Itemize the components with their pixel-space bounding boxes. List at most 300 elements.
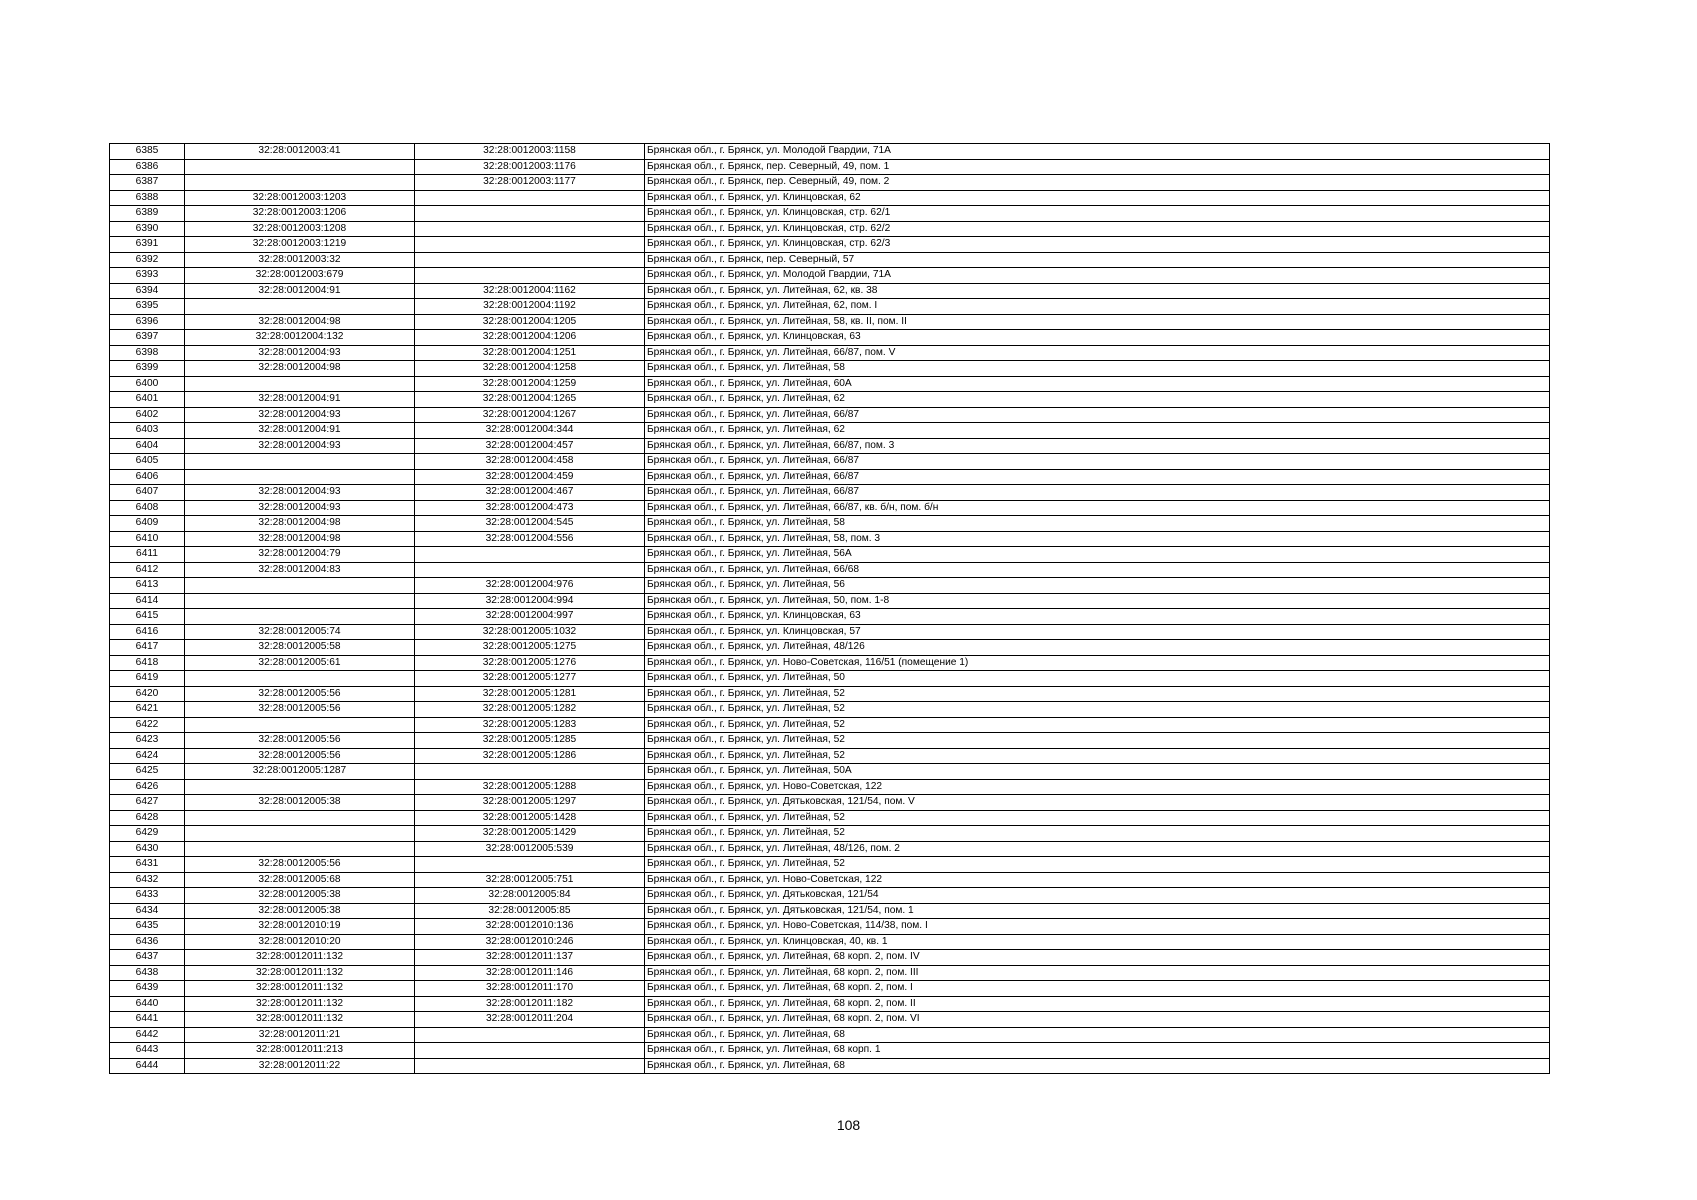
row-number-cell: 6400 bbox=[110, 376, 185, 392]
row-number-cell: 6441 bbox=[110, 1012, 185, 1028]
table-row bbox=[110, 469, 1550, 485]
table-row bbox=[110, 1027, 1550, 1043]
row-number-cell: 6430 bbox=[110, 841, 185, 857]
row-number-cell: 6389 bbox=[110, 206, 185, 222]
object-number-cell: 32:28:0012005:1277 bbox=[415, 671, 645, 687]
table-row bbox=[110, 144, 1550, 160]
parcel-number-cell bbox=[185, 175, 415, 191]
address-cell: Брянская обл., г. Брянск, ул. Литейная, 62 bbox=[645, 392, 1550, 408]
parcel-number-cell bbox=[185, 826, 415, 842]
address-cell: Брянская обл., г. Брянск, ул. Литейная, 60А bbox=[645, 376, 1550, 392]
address-cell: Брянская обл., г. Брянск, ул. Ново-Советская, 116/51 (помещение 1) bbox=[645, 655, 1550, 671]
table-row bbox=[110, 919, 1550, 935]
address-cell: Брянская обл., г. Брянск, ул. Литейная, 66/87, пом. 3 bbox=[645, 438, 1550, 454]
parcel-number-cell: 32:28:0012003:1208 bbox=[185, 221, 415, 237]
parcel-number-cell: 32:28:0012004:93 bbox=[185, 438, 415, 454]
object-number-cell: 32:28:0012004:1259 bbox=[415, 376, 645, 392]
table-row bbox=[110, 624, 1550, 640]
row-number-cell: 6402 bbox=[110, 407, 185, 423]
parcel-number-cell bbox=[185, 469, 415, 485]
row-number-cell: 6393 bbox=[110, 268, 185, 284]
object-number-cell bbox=[415, 1058, 645, 1074]
table-row bbox=[110, 376, 1550, 392]
table-row bbox=[110, 438, 1550, 454]
table-row bbox=[110, 578, 1550, 594]
row-number-cell: 6420 bbox=[110, 686, 185, 702]
table-row bbox=[110, 190, 1550, 206]
address-cell: Брянская обл., г. Брянск, ул. Литейная, 68 корп. 2, пом. VI bbox=[645, 1012, 1550, 1028]
address-cell: Брянская обл., г. Брянск, ул. Литейная, 56А bbox=[645, 547, 1550, 563]
table-row bbox=[110, 345, 1550, 361]
table-row bbox=[110, 593, 1550, 609]
parcel-number-cell: 32:28:0012011:132 bbox=[185, 981, 415, 997]
address-cell: Брянская обл., г. Брянск, пер. Северный, 49, пом. 2 bbox=[645, 175, 1550, 191]
address-cell: Брянская обл., г. Брянск, ул. Литейная, 50 bbox=[645, 671, 1550, 687]
table-row bbox=[110, 996, 1550, 1012]
table-row bbox=[110, 655, 1550, 671]
parcel-number-cell bbox=[185, 609, 415, 625]
object-number-cell: 32:28:0012003:1177 bbox=[415, 175, 645, 191]
row-number-cell: 6391 bbox=[110, 237, 185, 253]
parcel-number-cell: 32:28:0012004:91 bbox=[185, 283, 415, 299]
row-number-cell: 6428 bbox=[110, 810, 185, 826]
address-cell: Брянская обл., г. Брянск, ул. Литейная, 56 bbox=[645, 578, 1550, 594]
parcel-number-cell: 32:28:0012011:21 bbox=[185, 1027, 415, 1043]
address-cell: Брянская обл., г. Брянск, ул. Дятьковская, 121/54, пом. V bbox=[645, 795, 1550, 811]
row-number-cell: 6387 bbox=[110, 175, 185, 191]
address-cell: Брянская обл., г. Брянск, ул. Литейная, 52 bbox=[645, 810, 1550, 826]
row-number-cell: 6435 bbox=[110, 919, 185, 935]
parcel-number-cell bbox=[185, 810, 415, 826]
row-number-cell: 6411 bbox=[110, 547, 185, 563]
row-number-cell: 6444 bbox=[110, 1058, 185, 1074]
object-number-cell: 32:28:0012005:1428 bbox=[415, 810, 645, 826]
table-row bbox=[110, 500, 1550, 516]
parcel-number-cell bbox=[185, 779, 415, 795]
address-cell: Брянская обл., г. Брянск, ул. Литейная, 58, кв. II, пом. II bbox=[645, 314, 1550, 330]
object-number-cell bbox=[415, 547, 645, 563]
row-number-cell: 6425 bbox=[110, 764, 185, 780]
object-number-cell bbox=[415, 1043, 645, 1059]
parcel-number-cell: 32:28:0012003:1203 bbox=[185, 190, 415, 206]
object-number-cell: 32:28:0012003:1158 bbox=[415, 144, 645, 160]
object-number-cell bbox=[415, 206, 645, 222]
parcel-number-cell: 32:28:0012003:41 bbox=[185, 144, 415, 160]
parcel-number-cell bbox=[185, 454, 415, 470]
row-number-cell: 6432 bbox=[110, 872, 185, 888]
object-number-cell bbox=[415, 764, 645, 780]
parcel-number-cell: 32:28:0012003:679 bbox=[185, 268, 415, 284]
parcel-number-cell bbox=[185, 717, 415, 733]
parcel-number-cell: 32:28:0012004:91 bbox=[185, 392, 415, 408]
parcel-number-cell: 32:28:0012004:93 bbox=[185, 407, 415, 423]
object-number-cell: 32:28:0012004:1258 bbox=[415, 361, 645, 377]
object-number-cell: 32:28:0012011:137 bbox=[415, 950, 645, 966]
row-number-cell: 6410 bbox=[110, 531, 185, 547]
object-number-cell: 32:28:0012005:84 bbox=[415, 888, 645, 904]
table-row bbox=[110, 454, 1550, 470]
address-cell: Брянская обл., г. Брянск, ул. Литейная, 50А bbox=[645, 764, 1550, 780]
table-row bbox=[110, 686, 1550, 702]
table-row bbox=[110, 299, 1550, 315]
parcel-number-cell: 32:28:0012004:91 bbox=[185, 423, 415, 439]
table-row bbox=[110, 330, 1550, 346]
object-number-cell: 32:28:0012004:458 bbox=[415, 454, 645, 470]
address-cell: Брянская обл., г. Брянск, ул. Клинцовская, 63 bbox=[645, 330, 1550, 346]
row-number-cell: 6385 bbox=[110, 144, 185, 160]
parcel-number-cell: 32:28:0012005:58 bbox=[185, 640, 415, 656]
object-number-cell: 32:28:0012004:1192 bbox=[415, 299, 645, 315]
page-number: 108 bbox=[836, 1117, 861, 1133]
address-cell: Брянская обл., г. Брянск, ул. Литейная, 58 bbox=[645, 361, 1550, 377]
object-number-cell: 32:28:0012005:1282 bbox=[415, 702, 645, 718]
address-cell: Брянская обл., г. Брянск, ул. Ново-Советская, 114/38, пом. I bbox=[645, 919, 1550, 935]
object-number-cell bbox=[415, 562, 645, 578]
table-row bbox=[110, 733, 1550, 749]
table-row bbox=[110, 392, 1550, 408]
address-cell: Брянская обл., г. Брянск, ул. Литейная, 62 bbox=[645, 423, 1550, 439]
parcel-number-cell: 32:28:0012010:19 bbox=[185, 919, 415, 935]
row-number-cell: 6438 bbox=[110, 965, 185, 981]
table-row bbox=[110, 206, 1550, 222]
object-number-cell: 32:28:0012005:539 bbox=[415, 841, 645, 857]
address-cell: Брянская обл., г. Брянск, ул. Литейная, 68 корп. 2, пом. IV bbox=[645, 950, 1550, 966]
object-number-cell: 32:28:0012011:182 bbox=[415, 996, 645, 1012]
row-number-cell: 6442 bbox=[110, 1027, 185, 1043]
parcel-number-cell: 32:28:0012005:56 bbox=[185, 733, 415, 749]
table-row bbox=[110, 764, 1550, 780]
parcel-number-cell: 32:28:0012005:56 bbox=[185, 857, 415, 873]
row-number-cell: 6408 bbox=[110, 500, 185, 516]
table-row bbox=[110, 841, 1550, 857]
row-number-cell: 6443 bbox=[110, 1043, 185, 1059]
object-number-cell: 32:28:0012004:1205 bbox=[415, 314, 645, 330]
address-cell: Брянская обл., г. Брянск, ул. Клинцовская, 57 bbox=[645, 624, 1550, 640]
parcel-number-cell: 32:28:0012004:79 bbox=[185, 547, 415, 563]
address-cell: Брянская обл., г. Брянск, пер. Северный, 57 bbox=[645, 252, 1550, 268]
address-cell: Брянская обл., г. Брянск, ул. Литейная, 68 bbox=[645, 1027, 1550, 1043]
row-number-cell: 6418 bbox=[110, 655, 185, 671]
table-row bbox=[110, 934, 1550, 950]
row-number-cell: 6396 bbox=[110, 314, 185, 330]
address-cell: Брянская обл., г. Брянск, ул. Литейная, 66/68 bbox=[645, 562, 1550, 578]
address-cell: Брянская обл., г. Брянск, ул. Литейная, 52 bbox=[645, 686, 1550, 702]
object-number-cell: 32:28:0012004:467 bbox=[415, 485, 645, 501]
address-cell: Брянская обл., г. Брянск, ул. Литейная, 62, пом. I bbox=[645, 299, 1550, 315]
parcel-number-cell: 32:28:0012011:22 bbox=[185, 1058, 415, 1074]
object-number-cell: 32:28:0012004:1206 bbox=[415, 330, 645, 346]
address-cell: Брянская обл., г. Брянск, ул. Литейная, 66/87 bbox=[645, 407, 1550, 423]
parcel-number-cell: 32:28:0012005:56 bbox=[185, 702, 415, 718]
parcel-number-cell: 32:28:0012011:213 bbox=[185, 1043, 415, 1059]
row-number-cell: 6422 bbox=[110, 717, 185, 733]
object-number-cell bbox=[415, 857, 645, 873]
parcel-number-cell: 32:28:0012004:93 bbox=[185, 345, 415, 361]
address-cell: Брянская обл., г. Брянск, ул. Литейная, 62, кв. 38 bbox=[645, 283, 1550, 299]
parcel-number-cell: 32:28:0012011:132 bbox=[185, 996, 415, 1012]
object-number-cell: 32:28:0012004:994 bbox=[415, 593, 645, 609]
table-row bbox=[110, 872, 1550, 888]
address-cell: Брянская обл., г. Брянск, ул. Дятьковская, 121/54 bbox=[645, 888, 1550, 904]
parcel-number-cell: 32:28:0012005:61 bbox=[185, 655, 415, 671]
parcel-number-cell: 32:28:0012005:38 bbox=[185, 903, 415, 919]
parcel-number-cell: 32:28:0012011:132 bbox=[185, 1012, 415, 1028]
table-body bbox=[110, 144, 1550, 1074]
row-number-cell: 6406 bbox=[110, 469, 185, 485]
table-row bbox=[110, 981, 1550, 997]
object-number-cell: 32:28:0012004:1265 bbox=[415, 392, 645, 408]
row-number-cell: 6386 bbox=[110, 159, 185, 175]
address-cell: Брянская обл., г. Брянск, ул. Клинцовская, 62 bbox=[645, 190, 1550, 206]
address-cell: Брянская обл., г. Брянск, ул. Литейная, 66/87 bbox=[645, 469, 1550, 485]
address-cell: Брянская обл., г. Брянск, ул. Клинцовская, стр. 62/1 bbox=[645, 206, 1550, 222]
object-number-cell: 32:28:0012004:473 bbox=[415, 500, 645, 516]
table-row bbox=[110, 640, 1550, 656]
table-row bbox=[110, 314, 1550, 330]
parcel-number-cell: 32:28:0012005:68 bbox=[185, 872, 415, 888]
table-row bbox=[110, 485, 1550, 501]
row-number-cell: 6434 bbox=[110, 903, 185, 919]
row-number-cell: 6395 bbox=[110, 299, 185, 315]
row-number-cell: 6403 bbox=[110, 423, 185, 439]
parcel-number-cell: 32:28:0012004:98 bbox=[185, 361, 415, 377]
table-row bbox=[110, 407, 1550, 423]
parcel-number-cell: 32:28:0012011:132 bbox=[185, 965, 415, 981]
address-cell: Брянская обл., г. Брянск, ул. Литейная, 66/87 bbox=[645, 454, 1550, 470]
address-cell: Брянская обл., г. Брянск, ул. Литейная, 52 bbox=[645, 733, 1550, 749]
table-row bbox=[110, 175, 1550, 191]
object-number-cell: 32:28:0012005:1281 bbox=[415, 686, 645, 702]
object-number-cell: 32:28:0012010:246 bbox=[415, 934, 645, 950]
address-cell: Брянская обл., г. Брянск, ул. Молодой Гвардии, 71А bbox=[645, 268, 1550, 284]
table-row bbox=[110, 965, 1550, 981]
row-number-cell: 6407 bbox=[110, 485, 185, 501]
table-row bbox=[110, 159, 1550, 175]
row-number-cell: 6390 bbox=[110, 221, 185, 237]
table-row bbox=[110, 826, 1550, 842]
table-row bbox=[110, 748, 1550, 764]
object-number-cell: 32:28:0012005:1276 bbox=[415, 655, 645, 671]
object-number-cell: 32:28:0012004:1251 bbox=[415, 345, 645, 361]
object-number-cell: 32:28:0012011:146 bbox=[415, 965, 645, 981]
parcel-number-cell: 32:28:0012010:20 bbox=[185, 934, 415, 950]
address-cell: Брянская обл., г. Брянск, ул. Литейная, 52 bbox=[645, 717, 1550, 733]
table-row bbox=[110, 361, 1550, 377]
address-cell: Брянская обл., г. Брянск, ул. Литейная, 68 корп. 2, пом. I bbox=[645, 981, 1550, 997]
parcel-number-cell bbox=[185, 376, 415, 392]
address-cell: Брянская обл., г. Брянск, пер. Северный, 49, пом. 1 bbox=[645, 159, 1550, 175]
row-number-cell: 6423 bbox=[110, 733, 185, 749]
row-number-cell: 6436 bbox=[110, 934, 185, 950]
object-number-cell: 32:28:0012004:997 bbox=[415, 609, 645, 625]
address-cell: Брянская обл., г. Брянск, ул. Молодой Гвардии, 71А bbox=[645, 144, 1550, 160]
address-cell: Брянская обл., г. Брянск, ул. Литейная, 52 bbox=[645, 748, 1550, 764]
cadastral-table bbox=[109, 143, 1550, 1074]
object-number-cell: 32:28:0012004:457 bbox=[415, 438, 645, 454]
address-cell: Брянская обл., г. Брянск, ул. Литейная, 68 bbox=[645, 1058, 1550, 1074]
object-number-cell: 32:28:0012005:1032 bbox=[415, 624, 645, 640]
parcel-number-cell: 32:28:0012003:1219 bbox=[185, 237, 415, 253]
row-number-cell: 6397 bbox=[110, 330, 185, 346]
row-number-cell: 6413 bbox=[110, 578, 185, 594]
row-number-cell: 6415 bbox=[110, 609, 185, 625]
object-number-cell: 32:28:0012004:1267 bbox=[415, 407, 645, 423]
parcel-number-cell bbox=[185, 299, 415, 315]
address-cell: Брянская обл., г. Брянск, ул. Литейная, 66/87 bbox=[645, 485, 1550, 501]
object-number-cell: 32:28:0012005:85 bbox=[415, 903, 645, 919]
row-number-cell: 6427 bbox=[110, 795, 185, 811]
row-number-cell: 6433 bbox=[110, 888, 185, 904]
object-number-cell: 32:28:0012005:751 bbox=[415, 872, 645, 888]
object-number-cell: 32:28:0012011:204 bbox=[415, 1012, 645, 1028]
address-cell: Брянская обл., г. Брянск, ул. Литейная, 52 bbox=[645, 702, 1550, 718]
row-number-cell: 6431 bbox=[110, 857, 185, 873]
table-row bbox=[110, 857, 1550, 873]
table-row bbox=[110, 903, 1550, 919]
parcel-number-cell: 32:28:0012004:83 bbox=[185, 562, 415, 578]
object-number-cell bbox=[415, 1027, 645, 1043]
row-number-cell: 6417 bbox=[110, 640, 185, 656]
row-number-cell: 6394 bbox=[110, 283, 185, 299]
row-number-cell: 6399 bbox=[110, 361, 185, 377]
row-number-cell: 6388 bbox=[110, 190, 185, 206]
table-row bbox=[110, 1043, 1550, 1059]
address-cell: Брянская обл., г. Брянск, ул. Литейная, 48/126, пом. 2 bbox=[645, 841, 1550, 857]
object-number-cell bbox=[415, 221, 645, 237]
object-number-cell: 32:28:0012004:976 bbox=[415, 578, 645, 594]
object-number-cell: 32:28:0012010:136 bbox=[415, 919, 645, 935]
table-row bbox=[110, 717, 1550, 733]
table-row bbox=[110, 779, 1550, 795]
parcel-number-cell: 32:28:0012005:56 bbox=[185, 686, 415, 702]
parcel-number-cell bbox=[185, 841, 415, 857]
address-cell: Брянская обл., г. Брянск, ул. Литейная, 66/87, кв. б/н, пом. б/н bbox=[645, 500, 1550, 516]
table-row bbox=[110, 268, 1550, 284]
parcel-number-cell: 32:28:0012005:56 bbox=[185, 748, 415, 764]
address-cell: Брянская обл., г. Брянск, ул. Клинцовская, стр. 62/3 bbox=[645, 237, 1550, 253]
parcel-number-cell: 32:28:0012005:74 bbox=[185, 624, 415, 640]
address-cell: Брянская обл., г. Брянск, ул. Ново-Советская, 122 bbox=[645, 779, 1550, 795]
parcel-number-cell: 32:28:0012004:93 bbox=[185, 485, 415, 501]
table-row bbox=[110, 1012, 1550, 1028]
row-number-cell: 6392 bbox=[110, 252, 185, 268]
table-row bbox=[110, 252, 1550, 268]
object-number-cell: 32:28:0012004:459 bbox=[415, 469, 645, 485]
parcel-number-cell bbox=[185, 593, 415, 609]
row-number-cell: 6437 bbox=[110, 950, 185, 966]
parcel-number-cell: 32:28:0012004:93 bbox=[185, 500, 415, 516]
parcel-number-cell: 32:28:0012011:132 bbox=[185, 950, 415, 966]
address-cell: Брянская обл., г. Брянск, ул. Литейная, 50, пом. 1-8 bbox=[645, 593, 1550, 609]
table-row bbox=[110, 810, 1550, 826]
object-number-cell: 32:28:0012003:1176 bbox=[415, 159, 645, 175]
address-cell: Брянская обл., г. Брянск, ул. Литейная, 58 bbox=[645, 516, 1550, 532]
table-row bbox=[110, 950, 1550, 966]
parcel-number-cell: 32:28:0012004:132 bbox=[185, 330, 415, 346]
object-number-cell: 32:28:0012005:1429 bbox=[415, 826, 645, 842]
table-row bbox=[110, 221, 1550, 237]
row-number-cell: 6414 bbox=[110, 593, 185, 609]
object-number-cell: 32:28:0012005:1286 bbox=[415, 748, 645, 764]
parcel-number-cell bbox=[185, 578, 415, 594]
object-number-cell: 32:28:0012011:170 bbox=[415, 981, 645, 997]
address-cell: Брянская обл., г. Брянск, ул. Литейная, 48/126 bbox=[645, 640, 1550, 656]
object-number-cell: 32:28:0012004:545 bbox=[415, 516, 645, 532]
row-number-cell: 6404 bbox=[110, 438, 185, 454]
table-row bbox=[110, 609, 1550, 625]
object-number-cell: 32:28:0012004:556 bbox=[415, 531, 645, 547]
address-cell: Брянская обл., г. Брянск, ул. Литейная, 68 корп. 2, пом. III bbox=[645, 965, 1550, 981]
object-number-cell: 32:28:0012005:1288 bbox=[415, 779, 645, 795]
parcel-number-cell: 32:28:0012005:38 bbox=[185, 795, 415, 811]
row-number-cell: 6412 bbox=[110, 562, 185, 578]
address-cell: Брянская обл., г. Брянск, ул. Клинцовская, стр. 62/2 bbox=[645, 221, 1550, 237]
row-number-cell: 6409 bbox=[110, 516, 185, 532]
parcel-number-cell: 32:28:0012004:98 bbox=[185, 516, 415, 532]
parcel-number-cell bbox=[185, 671, 415, 687]
object-number-cell bbox=[415, 252, 645, 268]
object-number-cell bbox=[415, 237, 645, 253]
table-row bbox=[110, 531, 1550, 547]
parcel-number-cell: 32:28:0012005:38 bbox=[185, 888, 415, 904]
parcel-number-cell: 32:28:0012005:1287 bbox=[185, 764, 415, 780]
parcel-number-cell: 32:28:0012004:98 bbox=[185, 314, 415, 330]
object-number-cell: 32:28:0012005:1285 bbox=[415, 733, 645, 749]
table-row bbox=[110, 795, 1550, 811]
parcel-number-cell: 32:28:0012004:98 bbox=[185, 531, 415, 547]
row-number-cell: 6419 bbox=[110, 671, 185, 687]
table-row bbox=[110, 423, 1550, 439]
table-row bbox=[110, 702, 1550, 718]
object-number-cell bbox=[415, 268, 645, 284]
row-number-cell: 6398 bbox=[110, 345, 185, 361]
table-row bbox=[110, 888, 1550, 904]
object-number-cell: 32:28:0012005:1275 bbox=[415, 640, 645, 656]
address-cell: Брянская обл., г. Брянск, ул. Клинцовская, 63 bbox=[645, 609, 1550, 625]
object-number-cell: 32:28:0012004:1162 bbox=[415, 283, 645, 299]
table-row bbox=[110, 1058, 1550, 1074]
row-number-cell: 6429 bbox=[110, 826, 185, 842]
parcel-number-cell bbox=[185, 159, 415, 175]
object-number-cell: 32:28:0012005:1297 bbox=[415, 795, 645, 811]
row-number-cell: 6424 bbox=[110, 748, 185, 764]
table-row bbox=[110, 562, 1550, 578]
address-cell: Брянская обл., г. Брянск, ул. Литейная, 52 bbox=[645, 826, 1550, 842]
table-row bbox=[110, 547, 1550, 563]
address-cell: Брянская обл., г. Брянск, ул. Литейная, 68 корп. 1 bbox=[645, 1043, 1550, 1059]
table-row bbox=[110, 283, 1550, 299]
address-cell: Брянская обл., г. Брянск, ул. Литейная, 58, пом. 3 bbox=[645, 531, 1550, 547]
object-number-cell: 32:28:0012005:1283 bbox=[415, 717, 645, 733]
row-number-cell: 6401 bbox=[110, 392, 185, 408]
row-number-cell: 6416 bbox=[110, 624, 185, 640]
address-cell: Брянская обл., г. Брянск, ул. Ново-Советская, 122 bbox=[645, 872, 1550, 888]
row-number-cell: 6405 bbox=[110, 454, 185, 470]
row-number-cell: 6421 bbox=[110, 702, 185, 718]
address-cell: Брянская обл., г. Брянск, ул. Литейная, 52 bbox=[645, 857, 1550, 873]
address-cell: Брянская обл., г. Брянск, ул. Литейная, 68 корп. 2, пом. II bbox=[645, 996, 1550, 1012]
object-number-cell: 32:28:0012004:344 bbox=[415, 423, 645, 439]
table-row bbox=[110, 237, 1550, 253]
row-number-cell: 6426 bbox=[110, 779, 185, 795]
row-number-cell: 6440 bbox=[110, 996, 185, 1012]
parcel-number-cell: 32:28:0012003:1206 bbox=[185, 206, 415, 222]
parcel-number-cell: 32:28:0012003:32 bbox=[185, 252, 415, 268]
address-cell: Брянская обл., г. Брянск, ул. Клинцовская, 40, кв. 1 bbox=[645, 934, 1550, 950]
object-number-cell bbox=[415, 190, 645, 206]
row-number-cell: 6439 bbox=[110, 981, 185, 997]
address-cell: Брянская обл., г. Брянск, ул. Литейная, 66/87, пом. V bbox=[645, 345, 1550, 361]
